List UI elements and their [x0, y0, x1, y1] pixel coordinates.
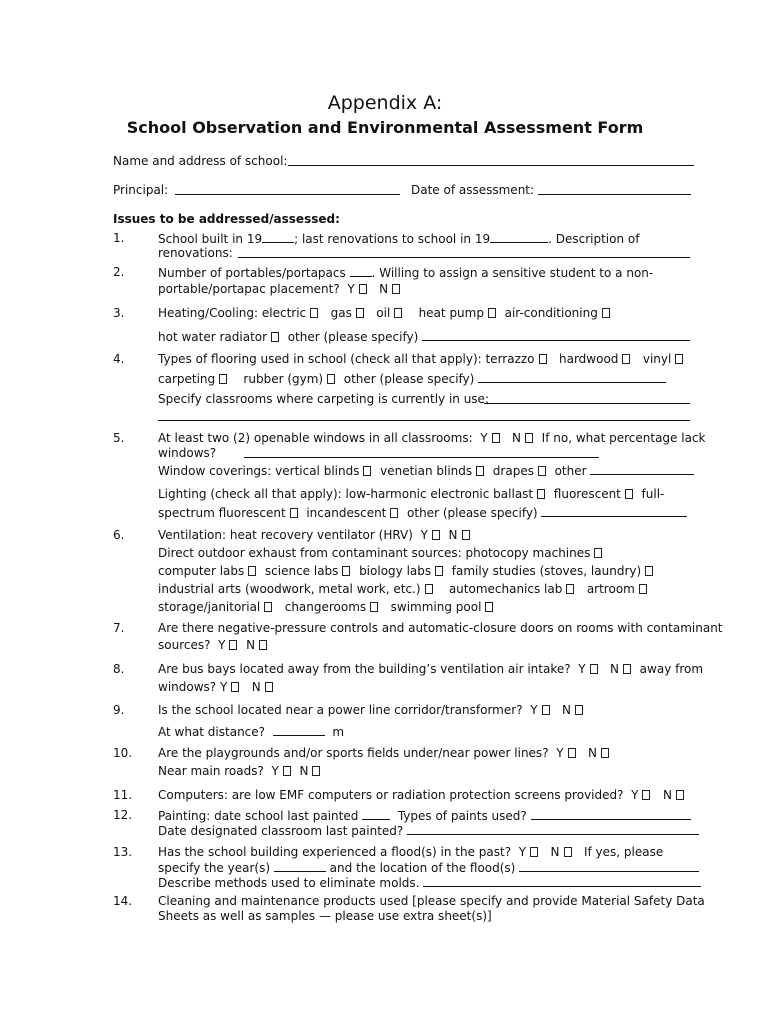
bus-bays-label: Are bus bays located away from the building’s ventilation air intake?	[158, 662, 571, 676]
incandescent-checkbox[interactable]	[390, 508, 398, 518]
playgrounds-yes-checkbox[interactable]	[568, 748, 576, 758]
item-5-lighting	[158, 486, 664, 502]
windows-question-label: windows?	[158, 446, 217, 460]
fluorescent-checkbox[interactable]	[625, 489, 633, 499]
gas-checkbox[interactable]	[356, 308, 364, 318]
item-7-yes-checkbox[interactable]	[229, 640, 237, 650]
science-labs-checkbox[interactable]	[342, 566, 350, 576]
yes-label: Y	[480, 431, 488, 445]
item-3-line-2	[158, 328, 690, 345]
renovations-field[interactable]	[238, 257, 690, 258]
yes-label: Y	[556, 746, 564, 760]
item-14-line-2: Sheets as well as samples — please use extra sheet(s)]	[158, 909, 492, 923]
paint-types-field[interactable]	[531, 807, 691, 820]
hardwood-checkbox[interactable]	[622, 354, 630, 364]
main-roads-no-checkbox[interactable]	[312, 766, 320, 776]
air-conditioning-checkbox[interactable]	[602, 308, 610, 318]
no-label: N	[550, 845, 560, 859]
coverings-other-field[interactable]	[590, 462, 694, 475]
gas-label: gas	[330, 306, 352, 320]
main-roads-label: Near main roads?	[158, 764, 264, 778]
openable-windows-label: At least two (2) openable windows in all classrooms:	[158, 431, 473, 445]
last-painted-label: Painting: date school last painted	[158, 809, 359, 823]
incandescent-label: incandescent	[306, 506, 387, 520]
flood-years-label: specify the year(s)	[158, 861, 271, 875]
oil-checkbox[interactable]	[394, 308, 402, 318]
computers-yes-checkbox[interactable]	[642, 790, 650, 800]
distance-field[interactable]	[273, 723, 325, 736]
automechanics-checkbox[interactable]	[566, 584, 574, 594]
lighting-other-label: other (please specify)	[407, 506, 538, 520]
heat-pump-checkbox[interactable]	[488, 308, 496, 318]
family-studies-label: family studies (stoves, laundry)	[451, 564, 642, 578]
item-7-line-1: Are there negative-pressure controls and automatic-closure doors on rooms with contaminant	[158, 621, 723, 635]
item-number: 9.	[113, 703, 125, 717]
bus-bays-no-checkbox[interactable]	[623, 664, 631, 674]
computer-labs-checkbox[interactable]	[248, 566, 256, 576]
item-number: 1.	[113, 231, 125, 245]
no-label: N	[299, 764, 309, 778]
no-label: N	[251, 680, 261, 694]
ballast-checkbox[interactable]	[537, 489, 545, 499]
playgrounds-no-checkbox[interactable]	[601, 748, 609, 758]
school-name-label: Name and address of school:	[113, 154, 288, 168]
item-6-line-1	[158, 527, 471, 543]
hrv-yes-checkbox[interactable]	[432, 530, 440, 540]
drapes-label: drapes	[492, 464, 534, 478]
item-5-coverings	[158, 462, 694, 479]
item-number: 3.	[113, 306, 125, 320]
molds-label: Describe methods used to eliminate molds.	[158, 876, 420, 890]
item-number: 14.	[113, 894, 133, 908]
windows-no-checkbox[interactable]	[525, 433, 533, 443]
no-label: N	[512, 431, 522, 445]
power-line-yes-checkbox[interactable]	[542, 705, 550, 715]
item-number: 6.	[113, 528, 125, 542]
last-painted-field[interactable]	[362, 807, 390, 820]
vertical-blinds-checkbox[interactable]	[363, 466, 371, 476]
item-2-text-b: . Willing to assign a sensitive student to a non-	[371, 266, 654, 280]
computers-label: Computers: are low EMF computers or radiation protection screens provided?	[158, 788, 624, 802]
item-number: 4.	[113, 352, 125, 366]
vinyl-checkbox[interactable]	[675, 354, 683, 364]
item-13-line-1	[158, 844, 663, 860]
no-label: N	[562, 703, 571, 717]
vinyl-label: vinyl	[642, 352, 672, 366]
no-label: N	[379, 282, 389, 296]
item-2-text-a: Number of portables/portapacs	[158, 266, 346, 280]
spectrum-fluorescent-checkbox[interactable]	[290, 508, 298, 518]
issues-heading: Issues to be addressed/assessed:	[113, 212, 340, 226]
fluorescent-label: fluorescent	[553, 487, 621, 501]
venetian-blinds-label: venetian blinds	[380, 464, 473, 478]
flood-no-checkbox[interactable]	[564, 847, 572, 857]
carpeting-classrooms-label: Specify classrooms where carpeting is currently in use:	[158, 392, 489, 406]
no-label: N	[588, 746, 597, 760]
yes-label: Y	[518, 845, 527, 859]
item-6-line-4	[158, 581, 648, 597]
photocopy-checkbox[interactable]	[594, 548, 602, 558]
yes-label: Y	[271, 764, 279, 778]
item-1-text-c: . Description of	[548, 232, 640, 246]
item-12-line-2	[158, 822, 699, 839]
flood-location-field[interactable]	[519, 859, 699, 872]
item-number: 12.	[113, 808, 133, 822]
item-number: 2.	[113, 265, 125, 279]
item-6-line-3	[158, 563, 654, 579]
rubber-gym-checkbox[interactable]	[327, 374, 335, 384]
flood-label: Has the school building experienced a flood(s) in the past?	[158, 845, 512, 859]
windows-yes-checkbox[interactable]	[492, 433, 500, 443]
yes-label: Y	[347, 282, 355, 296]
changerooms-label: changerooms	[284, 600, 367, 614]
flood-location-label: and the location of the flood(s)	[329, 861, 516, 875]
carpeting-label: carpeting	[158, 372, 216, 386]
power-line-no-checkbox[interactable]	[575, 705, 583, 715]
coverings-other-label: other	[554, 464, 587, 478]
heating-other-field[interactable]	[422, 328, 690, 341]
heat-pump-label: heat pump	[418, 306, 484, 320]
hot-water-radiator-checkbox[interactable]	[271, 332, 279, 342]
item-number: 7.	[113, 621, 125, 635]
windows-percentage-field[interactable]	[244, 457, 599, 458]
flood-yes-checkbox[interactable]	[530, 847, 538, 857]
item-9-line-1	[158, 702, 584, 718]
classroom-painted-field[interactable]	[407, 822, 699, 835]
windows-percentage-label: If no, what percentage lack	[541, 431, 706, 445]
principal-field[interactable]	[175, 194, 400, 195]
automechanics-label: automechanics lab	[448, 582, 563, 596]
biology-labs-checkbox[interactable]	[435, 566, 443, 576]
ballast-label: Lighting (check all that apply): low-harmonic electronic ballast	[158, 487, 534, 501]
date-label: Date of assessment:	[411, 183, 535, 197]
changerooms-checkbox[interactable]	[370, 602, 378, 612]
molds-field[interactable]	[423, 874, 701, 887]
renovation-year-field[interactable]	[490, 230, 548, 243]
heating-other-label: other (please specify)	[287, 330, 419, 344]
portables-count-field[interactable]	[350, 264, 372, 277]
electric-checkbox[interactable]	[310, 308, 318, 318]
terrazzo-checkbox[interactable]	[539, 354, 547, 364]
item-5-lighting-2	[158, 504, 687, 521]
flood-years-field[interactable]	[274, 859, 326, 872]
item-7-line-2	[158, 637, 268, 653]
item-8-windows-no-checkbox[interactable]	[265, 682, 273, 692]
item-10-line-2	[158, 763, 321, 779]
yes-label: Y	[530, 703, 538, 717]
item-8-windows-yes-checkbox[interactable]	[231, 682, 239, 692]
item-1-text-a: School built in 19	[158, 232, 263, 246]
science-labs-label: science labs	[264, 564, 339, 578]
school-name-field[interactable]	[288, 165, 694, 166]
year-built-field[interactable]	[262, 230, 294, 243]
item-number: 13.	[113, 845, 133, 859]
hrv-label: Ventilation: heat recovery ventilator (HRV)	[158, 528, 413, 542]
item-number: 8.	[113, 662, 125, 676]
swimming-pool-label: swimming pool	[390, 600, 482, 614]
if-yes-label: If yes, please	[583, 845, 664, 859]
no-label: N	[246, 638, 256, 652]
no-label: N	[448, 528, 458, 542]
date-field[interactable]	[538, 194, 691, 195]
spectrum-fluorescent-label: spectrum fluorescent	[158, 506, 286, 520]
terrazzo-label: Types of flooring used in school (check all that apply): terrazzo	[158, 352, 535, 366]
item-5-line-1	[158, 430, 705, 446]
flooring-other-field[interactable]	[478, 370, 666, 383]
carpeting-classrooms-field-2[interactable]	[158, 420, 690, 421]
biology-labs-label: biology labs	[359, 564, 432, 578]
item-1-text-b: ; last renovations to school in 19	[294, 232, 491, 246]
yes-label: Y	[218, 638, 226, 652]
computers-no-checkbox[interactable]	[676, 790, 684, 800]
item-7-no-checkbox[interactable]	[259, 640, 267, 650]
windows-label: windows?	[158, 680, 217, 694]
item-number: 10.	[113, 746, 133, 760]
hot-water-radiator-label: hot water radiator	[158, 330, 268, 344]
venetian-blinds-checkbox[interactable]	[476, 466, 484, 476]
flooring-other-label: other (please specify)	[343, 372, 475, 386]
storage-label: storage/janitorial	[158, 600, 261, 614]
storage-checkbox[interactable]	[264, 602, 272, 612]
oil-label: oil	[376, 306, 391, 320]
no-label: N	[662, 788, 672, 802]
playgrounds-label: Are the playgrounds and/or sports fields under/near power lines?	[158, 746, 549, 760]
item-3-line-1	[158, 305, 611, 321]
yes-label: Y	[631, 788, 639, 802]
full-label: full-	[641, 487, 665, 501]
item-4-line-1	[158, 351, 684, 367]
item-8-line-1	[158, 661, 703, 677]
computer-labs-label: computer labs	[158, 564, 245, 578]
item-2-no-checkbox[interactable]	[392, 284, 400, 294]
item-6-line-5	[158, 599, 494, 615]
vertical-blinds-label: Window coverings: vertical blinds	[158, 464, 360, 478]
rubber-gym-label: rubber (gym)	[243, 372, 324, 386]
industrial-arts-checkbox[interactable]	[425, 584, 433, 594]
main-roads-yes-checkbox[interactable]	[283, 766, 291, 776]
electric-label: Heating/Cooling: electric	[158, 306, 307, 320]
item-number: 5.	[113, 431, 125, 445]
item-10-line-1	[158, 745, 610, 761]
item-2-line-2	[158, 281, 401, 297]
yes-label: Y	[420, 528, 428, 542]
sources-label: sources?	[158, 638, 211, 652]
air-conditioning-label: air-conditioning	[504, 306, 598, 320]
drapes-checkbox[interactable]	[538, 466, 546, 476]
item-6-line-2	[158, 545, 603, 561]
power-line-label: Is the school located near a power line corridor/transformer?	[158, 703, 523, 717]
carpeting-classrooms-field[interactable]	[484, 403, 690, 404]
away-from-label: away from	[639, 662, 704, 676]
page-title: Appendix A:	[327, 92, 443, 114]
item-8-line-2	[158, 679, 274, 695]
hardwood-label: hardwood	[558, 352, 619, 366]
lighting-other-field[interactable]	[541, 504, 687, 517]
artroom-checkbox[interactable]	[639, 584, 647, 594]
industrial-arts-label: industrial arts (woodwork, metal work, etc.)	[158, 582, 421, 596]
item-2-yes-checkbox[interactable]	[359, 284, 367, 294]
distance-label: At what distance?	[158, 725, 266, 739]
item-14-line-1: Cleaning and maintenance products used [please specify and provide Material Safety Data	[158, 894, 705, 908]
yes-label: Y	[219, 680, 228, 694]
item-number: 11.	[113, 788, 133, 802]
hrv-no-checkbox[interactable]	[462, 530, 470, 540]
renovations-label: renovations:	[158, 246, 233, 260]
no-label: N	[610, 662, 620, 676]
swimming-pool-checkbox[interactable]	[485, 602, 493, 612]
classroom-painted-label: Date designated classroom last painted?	[158, 824, 404, 838]
item-11-line-1	[158, 787, 685, 803]
artroom-label: artroom	[586, 582, 635, 596]
item-13-line-3	[158, 874, 701, 891]
yes-label: Y	[578, 662, 586, 676]
principal-label: Principal:	[113, 183, 169, 197]
distance-unit: m	[332, 725, 345, 739]
item-9-line-2	[158, 723, 344, 740]
item-2-line-1	[158, 264, 653, 281]
photocopy-label: Direct outdoor exhaust from contaminant sources: photocopy machines	[158, 546, 591, 560]
family-studies-checkbox[interactable]	[645, 566, 653, 576]
item-4-line-2	[158, 370, 666, 387]
form-subtitle: School Observation and Environmental Assessment Form	[126, 118, 644, 137]
paint-types-label: Types of paints used?	[397, 809, 527, 823]
bus-bays-yes-checkbox[interactable]	[590, 664, 598, 674]
item-2-text-c: portable/portapac placement?	[158, 282, 340, 296]
carpeting-checkbox[interactable]	[219, 374, 227, 384]
